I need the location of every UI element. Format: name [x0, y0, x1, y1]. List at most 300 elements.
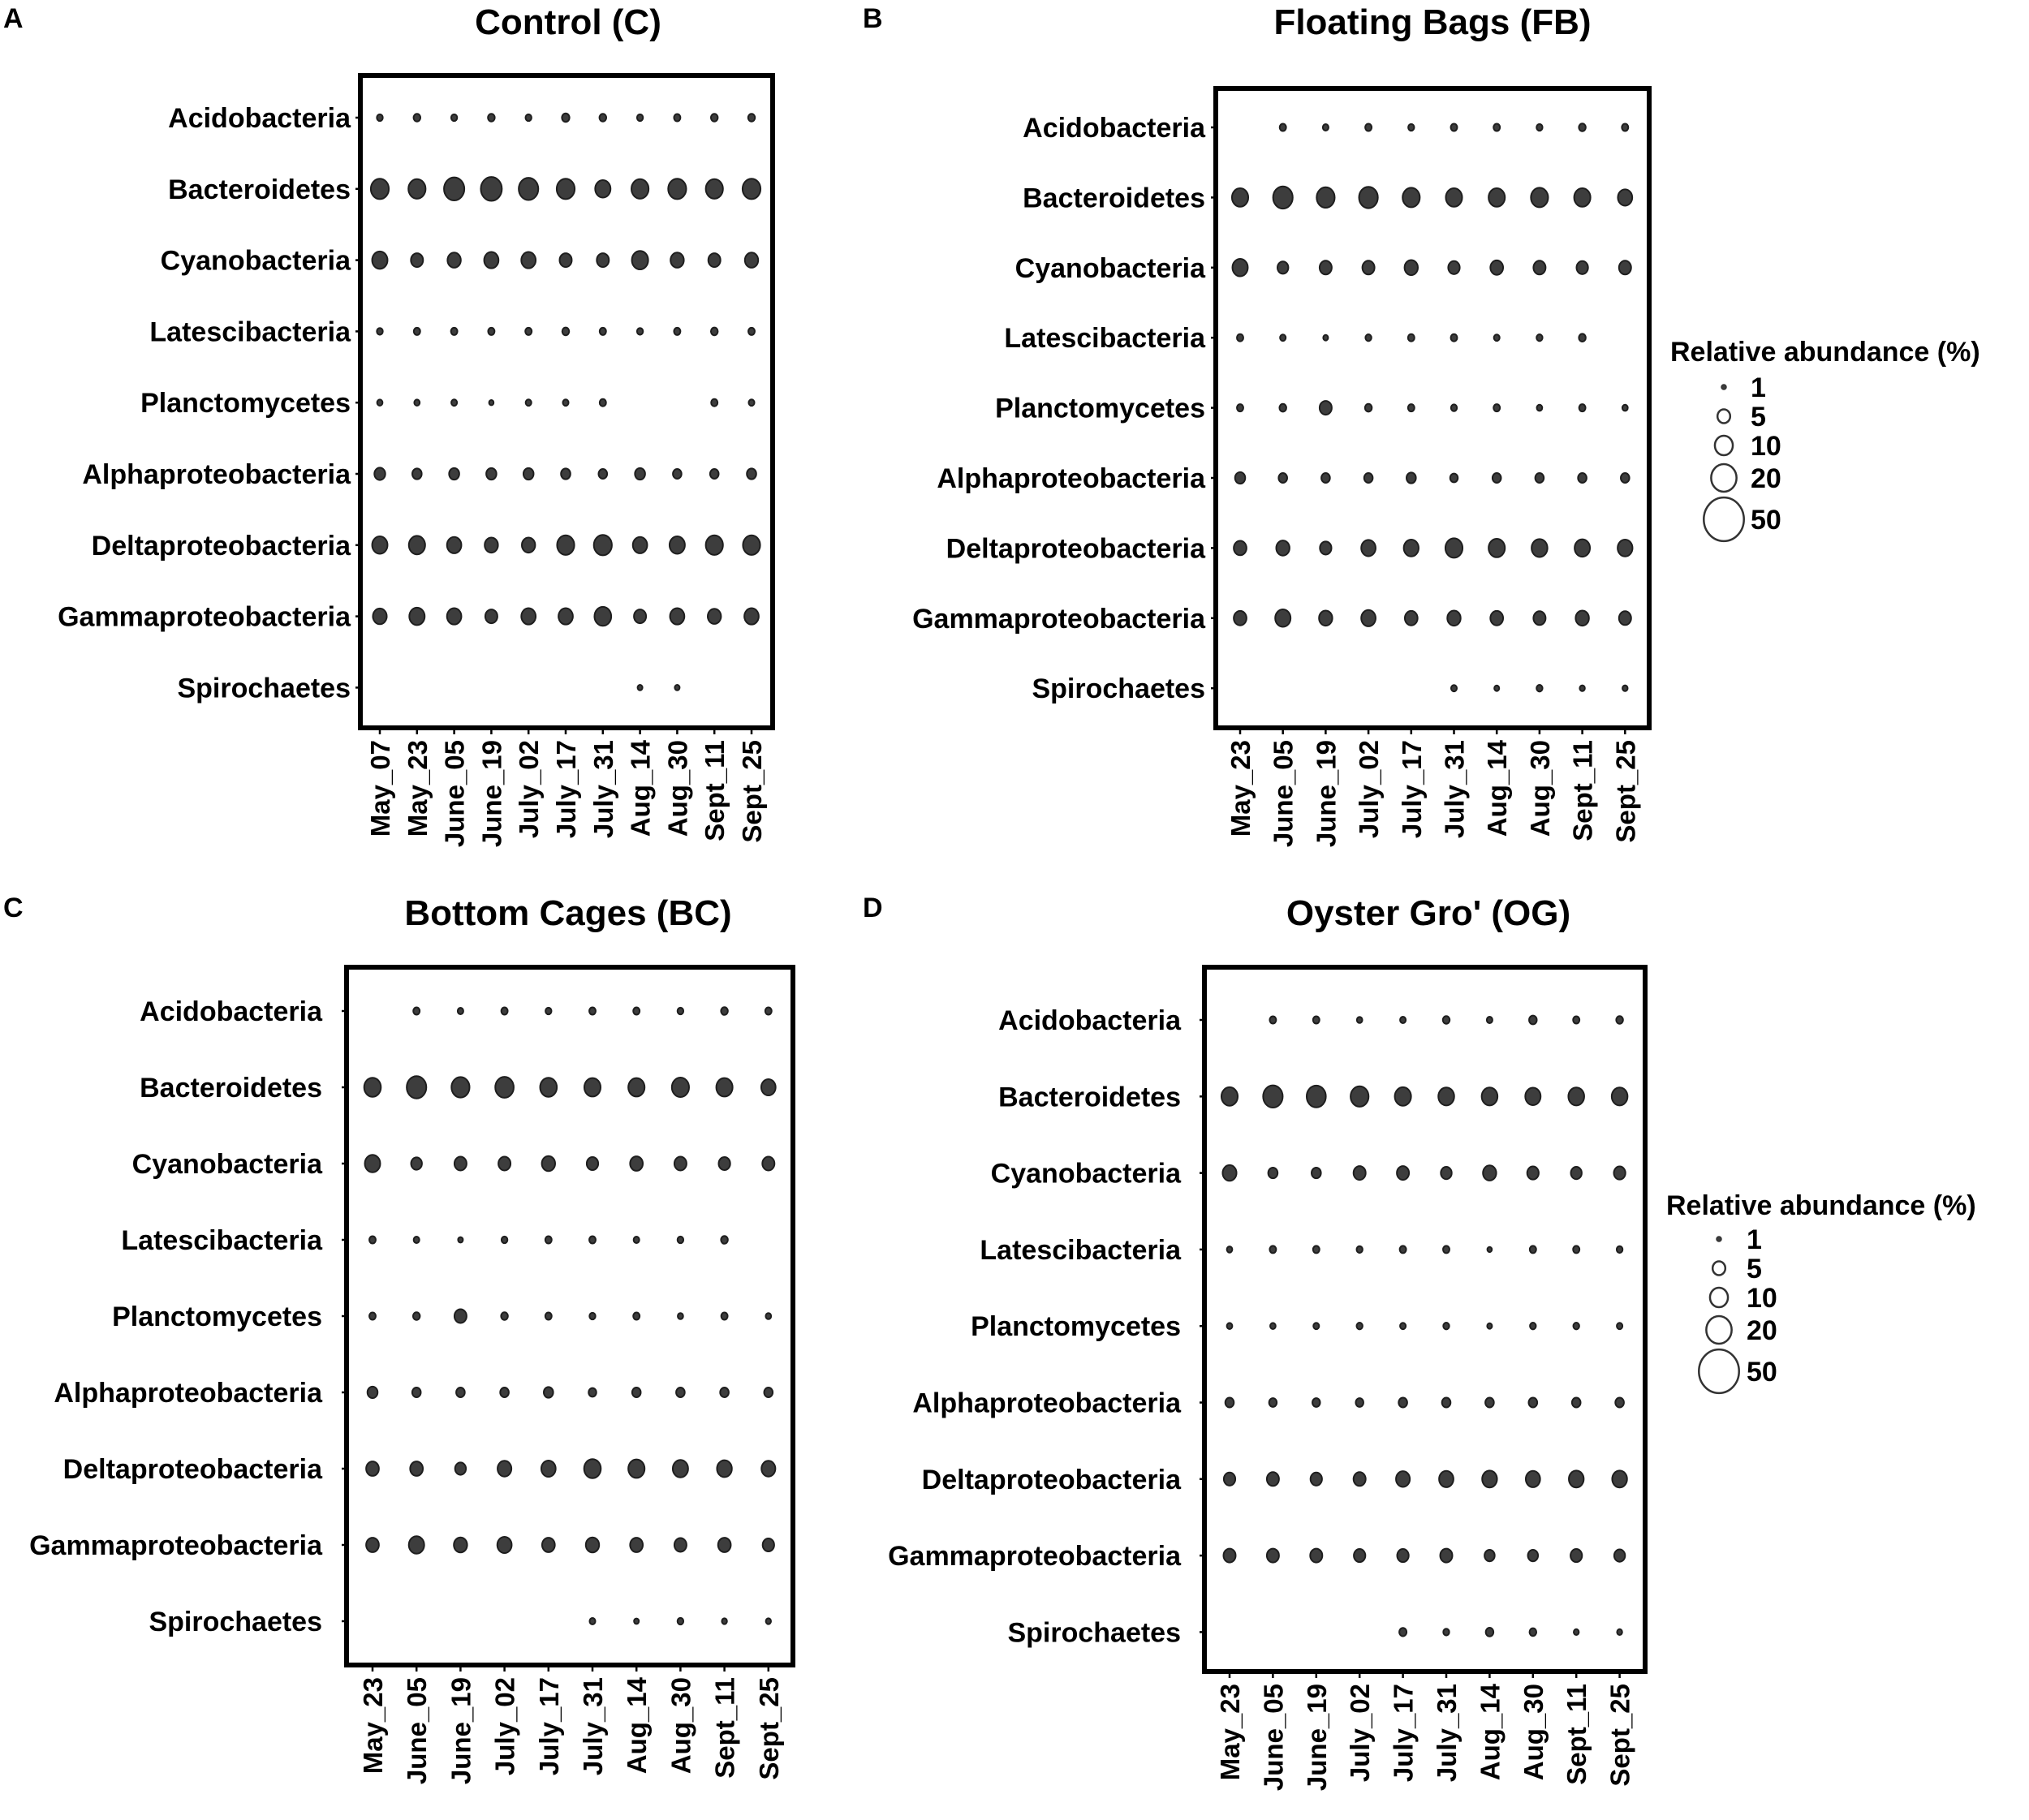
abundance-bubble	[717, 1078, 733, 1097]
abundance-bubble	[676, 1388, 685, 1397]
legend-size-circle	[1712, 1262, 1725, 1276]
abundance-bubble	[674, 328, 680, 335]
taxon-label: Deltaproteobacteria	[91, 530, 351, 561]
abundance-bubble	[678, 1618, 683, 1624]
date-label: May_23	[358, 1677, 388, 1775]
date-label: Sept_25	[737, 740, 767, 843]
abundance-bubble	[414, 328, 420, 335]
abundance-bubble	[743, 536, 760, 555]
abundance-bubble	[1575, 188, 1591, 207]
abundance-bubble	[562, 328, 569, 336]
abundance-bubble	[455, 1462, 466, 1474]
abundance-bubble	[1398, 1397, 1407, 1407]
abundance-bubble	[560, 253, 572, 267]
abundance-bubble	[1536, 124, 1542, 131]
abundance-bubble	[1569, 1470, 1583, 1487]
abundance-bubble	[369, 1237, 376, 1244]
abundance-bubble	[1615, 1397, 1624, 1407]
abundance-bubble	[1354, 1472, 1366, 1486]
date-label: July_17	[551, 740, 581, 839]
date-label: June_05	[439, 740, 470, 848]
date-label: May_23	[1226, 740, 1256, 837]
date-label: July_31	[588, 740, 618, 839]
abundance-bubble	[1577, 261, 1588, 274]
abundance-bubble	[1533, 611, 1545, 625]
abundance-bubble	[674, 685, 679, 691]
abundance-bubble	[719, 1157, 730, 1170]
abundance-bubble	[600, 114, 606, 122]
abundance-bubble	[454, 1157, 467, 1171]
legend-size-label: 10	[1747, 1283, 1777, 1314]
taxon-label: Gammaproteobacteria	[888, 1541, 1181, 1573]
abundance-bubble	[600, 328, 606, 335]
taxon-label: Acidobacteria	[140, 996, 322, 1027]
abundance-bubble	[589, 1008, 596, 1015]
abundance-bubble	[762, 1157, 774, 1171]
abundance-bubble	[706, 179, 723, 199]
abundance-bubble	[630, 1538, 643, 1552]
taxon-label: Bacteroidetes	[140, 1073, 322, 1104]
date-label: July_02	[1354, 740, 1385, 839]
abundance-bubble	[414, 1237, 420, 1243]
abundance-bubble	[1579, 404, 1586, 411]
abundance-bubble	[637, 328, 643, 334]
abundance-bubble	[765, 1388, 773, 1397]
date-label: June_19	[1311, 740, 1342, 848]
abundance-bubble	[557, 179, 575, 199]
abundance-bubble	[1529, 1397, 1538, 1407]
taxon-label: Latescibacteria	[149, 316, 351, 348]
abundance-bubble	[521, 252, 536, 269]
taxon-label: Planctomycetes	[140, 388, 351, 420]
abundance-bubble	[1537, 405, 1543, 411]
taxon-label: Planctomycetes	[995, 393, 1205, 424]
abundance-bubble	[674, 1157, 687, 1171]
taxon-label: Gammaproteobacteria	[29, 1530, 322, 1561]
abundance-bubble	[1529, 1016, 1536, 1025]
abundance-bubble	[1323, 335, 1328, 341]
abundance-bubble	[1493, 124, 1500, 131]
abundance-bubble	[1527, 1167, 1539, 1180]
legend-size-circle	[1706, 1316, 1731, 1344]
abundance-bubble	[525, 328, 532, 335]
abundance-bubble	[1450, 474, 1458, 483]
abundance-bubble	[1438, 1087, 1454, 1105]
abundance-bubble	[451, 114, 457, 121]
abundance-bubble	[1617, 1323, 1622, 1329]
abundance-bubble	[521, 609, 536, 625]
date-label: Aug_14	[1482, 740, 1513, 837]
abundance-bubble	[444, 178, 464, 200]
legend-size-circle	[1704, 497, 1743, 541]
abundance-bubble	[632, 251, 648, 269]
taxon-label: Acidobacteria	[168, 103, 351, 134]
abundance-bubble	[542, 1538, 555, 1552]
abundance-bubble	[413, 1312, 420, 1320]
taxon-label: Deltaproteobacteria	[921, 1464, 1181, 1495]
size-legend-bottom	[1666, 1190, 1976, 1393]
abundance-bubble	[765, 1008, 772, 1015]
abundance-bubble	[748, 114, 755, 122]
abundance-bubble	[413, 1008, 420, 1015]
abundance-bubble	[1310, 1549, 1322, 1563]
abundance-bubble	[1441, 1167, 1451, 1179]
abundance-bubble	[1443, 1016, 1450, 1024]
abundance-bubble	[1617, 1246, 1622, 1253]
abundance-bubble	[557, 536, 574, 555]
abundance-bubble	[670, 252, 683, 268]
abundance-bubble	[632, 1388, 641, 1397]
plot-frame	[1204, 967, 1645, 1672]
date-label: May_23	[402, 740, 433, 837]
taxon-label: Latescibacteria	[121, 1225, 322, 1256]
abundance-bubble	[1619, 260, 1631, 274]
abundance-bubble	[1445, 538, 1463, 557]
abundance-bubble	[708, 609, 721, 624]
abundance-bubble	[458, 1008, 463, 1014]
abundance-bubble	[1224, 1549, 1236, 1563]
abundance-bubble	[1278, 473, 1287, 483]
abundance-bubble	[365, 1155, 381, 1172]
abundance-bubble	[1407, 472, 1416, 483]
abundance-bubble	[1574, 1629, 1579, 1635]
taxon-label: Bacteroidetes	[168, 174, 351, 205]
abundance-bubble	[1408, 404, 1415, 411]
date-label: July_02	[1345, 1684, 1376, 1783]
legend-size-label: 20	[1747, 1315, 1777, 1346]
abundance-bubble	[447, 252, 460, 268]
abundance-bubble	[540, 1078, 557, 1096]
abundance-bubble	[1530, 1323, 1536, 1329]
legend-size-circle	[1711, 464, 1736, 492]
taxon-label: Cyanobacteria	[990, 1158, 1181, 1190]
abundance-bubble	[721, 1236, 727, 1244]
abundance-bubble	[744, 609, 759, 625]
abundance-bubble	[588, 1388, 596, 1397]
abundance-bubble	[1312, 1398, 1320, 1407]
abundance-bubble	[366, 1461, 379, 1476]
abundance-bubble	[486, 468, 497, 480]
taxon-label: Spirochaetes	[1007, 1617, 1181, 1649]
abundance-bubble	[409, 536, 425, 554]
taxon-label: Acidobacteria	[1023, 113, 1205, 144]
abundance-bubble	[721, 1007, 727, 1015]
abundance-bubble	[1357, 1323, 1363, 1329]
abundance-bubble	[1443, 1246, 1450, 1253]
abundance-bubble	[1579, 686, 1584, 691]
abundance-bubble	[634, 609, 646, 623]
legend-size-circle	[1717, 1237, 1721, 1241]
legend-size-circle	[1717, 410, 1730, 424]
abundance-bubble	[449, 468, 459, 480]
abundance-bubble	[1311, 1473, 1322, 1486]
abundance-bubble	[670, 609, 685, 625]
abundance-bubble	[562, 399, 568, 406]
abundance-bubble	[1570, 1549, 1582, 1562]
legend-size-label: 50	[1747, 1357, 1777, 1388]
date-label: Sept_11	[709, 1677, 740, 1779]
abundance-bubble	[1575, 540, 1590, 557]
taxon-label: Alphaproteobacteria	[54, 1378, 322, 1409]
abundance-bubble	[1354, 1166, 1366, 1180]
abundance-bubble	[369, 1313, 376, 1320]
abundance-bubble	[1320, 401, 1332, 415]
abundance-bubble	[1408, 334, 1415, 342]
abundance-bubble	[1357, 1017, 1363, 1023]
abundance-bubble	[1568, 1087, 1583, 1105]
panel-letter: A	[3, 3, 24, 34]
abundance-bubble	[1267, 1472, 1279, 1486]
date-label: July_17	[1396, 740, 1427, 839]
abundance-bubble	[1399, 1628, 1407, 1636]
abundance-bubble	[633, 1008, 640, 1015]
abundance-bubble	[633, 1313, 640, 1320]
abundance-bubble	[1612, 1087, 1627, 1105]
abundance-bubble	[589, 1618, 595, 1624]
abundance-bubble	[412, 468, 422, 479]
abundance-bubble	[748, 399, 754, 406]
abundance-bubble	[1400, 1246, 1407, 1253]
abundance-bubble	[584, 1459, 601, 1478]
abundance-bubble	[672, 1078, 689, 1097]
abundance-bubble	[1237, 404, 1243, 411]
abundance-bubble	[1485, 1397, 1494, 1407]
abundance-bubble	[674, 1538, 687, 1552]
abundance-bubble	[635, 468, 645, 480]
abundance-bubble	[1405, 611, 1418, 626]
date-label: Sept_11	[1562, 1684, 1592, 1785]
abundance-bubble	[502, 1008, 508, 1015]
panel-letter: B	[863, 3, 883, 34]
abundance-bubble	[599, 469, 608, 479]
abundance-bubble	[414, 399, 420, 406]
abundance-bubble	[711, 399, 717, 407]
abundance-bubble	[1614, 1550, 1625, 1562]
abundance-bubble	[1275, 609, 1290, 626]
abundance-bubble	[1395, 1087, 1411, 1106]
abundance-bubble	[1221, 1087, 1238, 1106]
abundance-bubble	[1320, 541, 1331, 554]
abundance-bubble	[451, 328, 458, 335]
abundance-bubble	[1451, 685, 1457, 691]
abundance-bubble	[1307, 1086, 1326, 1108]
abundance-bubble	[495, 1077, 514, 1098]
abundance-bubble	[711, 114, 717, 122]
abundance-bubble	[522, 537, 535, 553]
abundance-bubble	[1622, 405, 1628, 411]
abundance-bubble	[1355, 1398, 1363, 1407]
abundance-bubble	[587, 1157, 598, 1170]
abundance-bubble	[377, 399, 383, 406]
abundance-bubble	[1573, 1017, 1579, 1024]
taxon-label: Acidobacteria	[998, 1005, 1181, 1036]
abundance-bubble	[451, 1077, 469, 1097]
abundance-bubble	[1224, 1473, 1235, 1486]
abundance-bubble	[489, 400, 494, 405]
abundance-bubble	[1573, 1246, 1579, 1253]
abundance-bubble	[1408, 124, 1414, 131]
date-label: June_05	[1268, 740, 1299, 848]
panel-floating-bags	[863, 2, 1649, 847]
taxon-label: Bacteroidetes	[1023, 183, 1205, 214]
abundance-bubble	[1357, 1246, 1363, 1253]
abundance-bubble	[718, 1538, 731, 1552]
abundance-bubble	[1365, 404, 1372, 412]
taxon-label: Cyanobacteria	[131, 1149, 322, 1180]
abundance-bubble	[1279, 404, 1286, 412]
abundance-bubble	[589, 1237, 596, 1244]
abundance-bubble	[1441, 1549, 1453, 1563]
date-label: Aug_14	[625, 740, 656, 837]
abundance-bubble	[633, 537, 648, 553]
abundance-bubble	[558, 609, 573, 625]
abundance-bubble	[1488, 188, 1505, 207]
abundance-bubble	[638, 685, 643, 691]
abundance-bubble	[1525, 1088, 1540, 1105]
abundance-bubble	[1361, 610, 1376, 626]
date-label: Aug_30	[666, 1677, 696, 1775]
abundance-bubble	[545, 1237, 552, 1244]
abundance-bubble	[1487, 1017, 1493, 1023]
abundance-bubble	[409, 1536, 424, 1553]
abundance-bubble	[541, 1461, 556, 1477]
abundance-bubble	[526, 114, 532, 121]
abundance-bubble	[748, 328, 755, 335]
abundance-bubble	[1405, 260, 1418, 275]
abundance-bubble	[1321, 473, 1330, 483]
abundance-bubble	[409, 608, 424, 625]
date-label: July_31	[1439, 740, 1470, 839]
abundance-bubble	[761, 1461, 775, 1476]
abundance-bubble	[1536, 473, 1544, 483]
abundance-bubble	[1397, 1166, 1409, 1180]
abundance-bubble	[1574, 1323, 1579, 1329]
abundance-bubble	[377, 328, 382, 334]
abundance-bubble	[1277, 261, 1288, 273]
abundance-bubble	[1227, 1323, 1233, 1329]
abundance-bubble	[498, 1537, 512, 1553]
abundance-bubble	[1365, 124, 1372, 131]
abundance-bubble	[1232, 188, 1248, 207]
date-label: May_23	[1215, 1684, 1245, 1781]
abundance-bubble	[1400, 1323, 1406, 1329]
abundance-bubble	[498, 1461, 511, 1476]
abundance-bubble	[1536, 685, 1542, 691]
abundance-bubble	[670, 536, 685, 553]
abundance-bubble	[1614, 1167, 1626, 1180]
abundance-bubble	[447, 537, 462, 553]
abundance-bubble	[1312, 1168, 1321, 1178]
abundance-bubble	[1280, 334, 1286, 341]
abundance-bubble	[628, 1460, 644, 1478]
abundance-bubble	[1234, 611, 1247, 626]
abundance-bubble	[586, 1538, 599, 1553]
panel-letter: D	[863, 893, 883, 923]
date-label: Sept_11	[700, 740, 730, 841]
abundance-bubble	[1526, 1471, 1540, 1487]
abundance-bubble	[706, 536, 723, 555]
legend-size-label: 20	[1751, 463, 1781, 494]
abundance-bubble	[364, 1078, 381, 1096]
abundance-bubble	[1494, 686, 1499, 691]
abundance-bubble	[1494, 334, 1500, 341]
abundance-bubble	[1363, 260, 1375, 274]
abundance-bubble	[720, 1388, 729, 1397]
date-label: Aug_14	[622, 1677, 653, 1775]
abundance-bubble	[674, 114, 680, 122]
abundance-bubble	[1618, 540, 1632, 557]
legend-size-label: 1	[1747, 1224, 1762, 1255]
abundance-bubble	[631, 179, 648, 199]
abundance-bubble	[766, 1618, 771, 1624]
abundance-bubble	[456, 1388, 465, 1397]
abundance-bubble	[678, 1008, 683, 1014]
abundance-bubble	[1269, 1017, 1276, 1024]
abundance-bubble	[1448, 261, 1459, 274]
abundance-bubble	[1267, 1549, 1279, 1563]
abundance-bubble	[673, 469, 682, 479]
abundance-bubble	[678, 1237, 683, 1243]
abundance-bubble	[761, 1079, 776, 1095]
abundance-bubble	[763, 1538, 774, 1551]
date-label: Sept_25	[1605, 1684, 1635, 1787]
abundance-bubble	[637, 114, 643, 121]
abundance-bubble	[502, 1237, 507, 1243]
abundance-bubble	[1571, 1167, 1582, 1179]
abundance-bubble	[562, 114, 569, 122]
taxon-label: Alphaproteobacteria	[82, 459, 351, 490]
abundance-bubble	[411, 1157, 422, 1169]
abundance-bubble	[1451, 334, 1458, 342]
abundance-bubble	[1404, 540, 1419, 557]
abundance-bubble	[500, 1388, 509, 1397]
abundance-bubble	[678, 1313, 683, 1319]
panel-title: Control (C)	[475, 2, 661, 42]
abundance-bubble	[1316, 187, 1334, 208]
abundance-bubble	[1490, 260, 1503, 275]
abundance-bubble	[743, 179, 760, 199]
abundance-bubble	[371, 179, 389, 199]
abundance-bubble	[1226, 1397, 1234, 1407]
abundance-bubble	[545, 1008, 551, 1014]
legend-size-circle	[1710, 1288, 1728, 1307]
panel-control	[3, 2, 773, 847]
abundance-bubble	[488, 328, 494, 335]
abundance-bubble	[1531, 539, 1547, 557]
abundance-bubble	[711, 328, 717, 336]
abundance-bubble	[1622, 686, 1627, 691]
abundance-bubble	[454, 1310, 467, 1323]
abundance-bubble	[1530, 1246, 1536, 1253]
abundance-bubble	[414, 114, 420, 122]
abundance-bubble	[1439, 1471, 1454, 1487]
legend-size-label: 5	[1747, 1254, 1762, 1284]
abundance-bubble	[1617, 1629, 1622, 1635]
abundance-bubble	[634, 1619, 639, 1624]
abundance-bubble	[1622, 124, 1628, 131]
legend-size-label: 1	[1751, 372, 1766, 403]
abundance-bubble	[1263, 1086, 1282, 1108]
abundance-bubble	[1451, 404, 1457, 411]
legend-size-circle	[1721, 385, 1726, 389]
abundance-bubble	[584, 1078, 601, 1097]
abundance-bubble	[1442, 1397, 1451, 1407]
date-label: Aug_30	[1518, 1684, 1549, 1781]
abundance-bubble	[722, 1313, 728, 1320]
abundance-bubble	[523, 468, 534, 480]
abundance-bubble	[1612, 1470, 1626, 1487]
abundance-bubble	[595, 180, 610, 197]
